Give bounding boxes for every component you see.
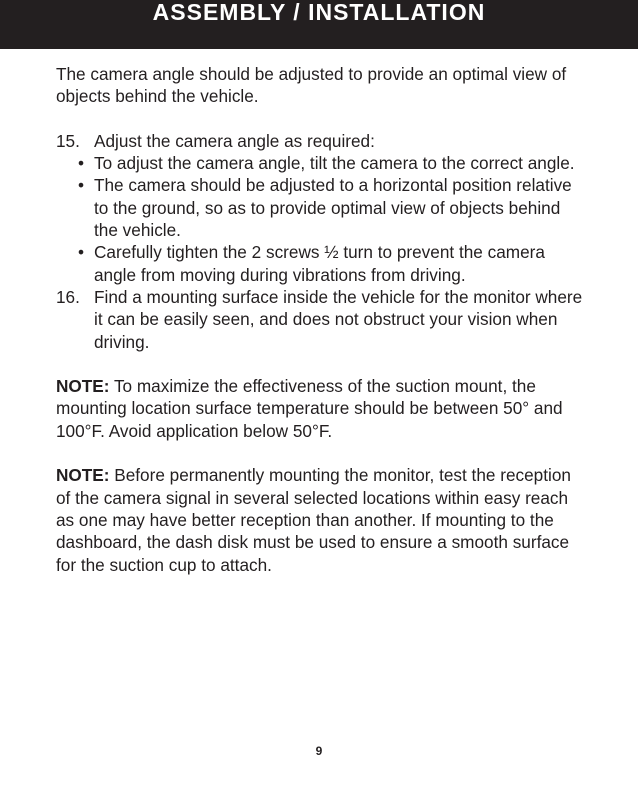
step-text: Find a mounting surface inside the vehicle for the monitor where it can be easily seen, and does not obstruct your vision when driving. bbox=[94, 286, 583, 352]
bullet-icon: • bbox=[78, 153, 85, 174]
content-body bbox=[56, 63, 586, 576]
step-number: 15. bbox=[56, 130, 80, 151]
intro-paragraph: The camera angle should be adjusted to provide an optimal view of objects behind the vehicle. bbox=[56, 64, 567, 107]
note-reception bbox=[56, 464, 586, 575]
note-temperature bbox=[56, 375, 586, 442]
page-title: ASSEMBLY / INSTALLATION bbox=[152, 0, 486, 25]
page-number: 9 bbox=[315, 744, 323, 758]
note-label: NOTE: bbox=[56, 465, 110, 486]
bullet-item bbox=[56, 174, 586, 241]
step-15 bbox=[56, 130, 586, 152]
note-text: To maximize the effectiveness of the suction mount, the mounting location surface temperature should be between 50° and 100°F. Avoid application below 50°F. bbox=[56, 376, 563, 441]
header-bar bbox=[0, 0, 638, 49]
note-text: Before permanently mounting the monitor, test the reception of the camera signal in several selected locations within easy reach as one may have better reception than another. If mounting to the dashboard, the dash disk must be used to ensure a smooth surface for the suction cup to attach. bbox=[56, 465, 571, 575]
bullet-text: To adjust the camera angle, tilt the camera to the correct angle. bbox=[94, 153, 575, 174]
note-label: NOTE: bbox=[56, 376, 110, 397]
bullet-text: Carefully tighten the 2 screws ½ turn to prevent the camera angle from moving during vibrations from driving. bbox=[94, 242, 545, 285]
step-number: 16. bbox=[56, 286, 80, 307]
bullet-item bbox=[56, 241, 586, 286]
bullet-icon: • bbox=[78, 175, 85, 196]
step-16 bbox=[56, 286, 586, 353]
bullet-icon: • bbox=[78, 242, 85, 263]
bullet-text: The camera should be adjusted to a horizontal position relative to the ground, so as to provide optimal view of objects behind the vehicle. bbox=[94, 175, 572, 241]
step-text: Adjust the camera angle as required: bbox=[94, 130, 375, 151]
bullet-item bbox=[56, 152, 586, 174]
